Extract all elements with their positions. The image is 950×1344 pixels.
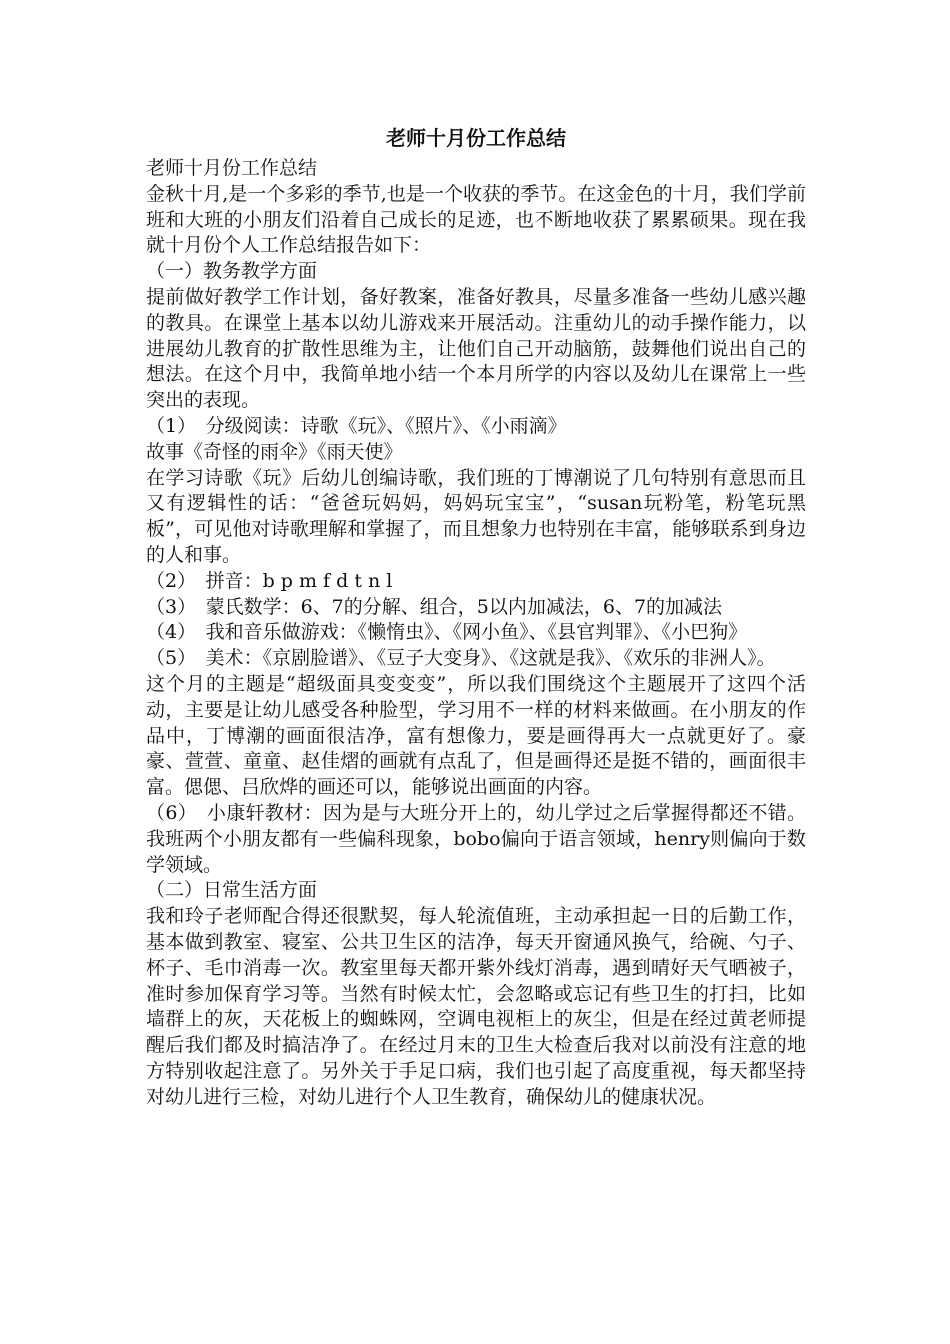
section-heading-teaching: （一）教务教学方面 xyxy=(146,260,318,283)
paragraph-daily-life: 我和玲子老师配合得还很默契，每人轮流值班，主动承担起一日的后勤工作，基本做到教室、寝室、公共卫生区的洁净，每天开窗通风换气，给碗、勺子、杯子、毛巾消毒一次。教室里每天都开紫外线灯消毒，遇到晴好天气晒被子，准时参加保育学习等。当然有时候太忙，会忽略或忘记有些卫生的打扫，比如墙群上的灰，天花板上的蜘蛛网，空调电视柜上的灰尘，但是在经过黄老师提醒后我们都及时搞洁净了。在经过月末的卫生大检查后我对以前没有注意的地方特别收起注意了。另外关于手足口病，我们也引起了高度重视，每天都坚持对幼儿进行三检，对幼儿进行个人卫生教育，确保幼儿的健康状况。 xyxy=(146,905,806,1108)
paragraph-intro: 金秋十月,是一个多彩的季节,也是一个收获的季节。在这金色的十月，我们学前班和大班的小朋友们沿着自己成长的足迹，也不断地收获了累累硕果。现在我就十月份个人工作总结报告如下： xyxy=(146,182,806,257)
list-item-textbook: （6） 小康轩教材：因为是与大班分开上的，幼儿学过之后掌握得都还不错。我班两个小朋友都有一些偏科现象，bobo偏向于语言领域，henry则偏向于数学领域。 xyxy=(146,801,806,876)
paragraph-subtitle: 老师十月份工作总结 xyxy=(146,157,318,179)
list-item-music: （4） 我和音乐做游戏：《懒惰虫》、《网小鱼》、《县官判罪》、《小巴狗》 xyxy=(146,621,748,644)
document-body xyxy=(146,156,806,1110)
list-item-math: （3） 蒙氏数学：6、7的分解、组合，5以内加减法，6、7的加减法 xyxy=(146,595,723,618)
list-item-reading: （1） 分级阅读：诗歌《玩》、《照片》、《小雨滴》 xyxy=(146,414,567,437)
document-page xyxy=(146,120,806,1110)
list-item-art: （5） 美术：《京剧脸谱》、《豆子大变身》、《这就是我》、《欢乐的非洲人》。 xyxy=(146,647,776,670)
paragraph-poem: 在学习诗歌《玩》后幼儿创编诗歌，我们班的丁博潮说了几句特别有意思而且又有逻辑性的话：“爸爸玩妈妈，妈妈玩宝宝”，“susan玩粉笔，粉笔玩黑板”，可见他对诗歌理解和掌握了，而且想象力也特别在丰富，能够联系到身边的人和事。 xyxy=(146,466,806,566)
list-item-stories: 故事《奇怪的雨伞》《雨天使》 xyxy=(146,440,403,463)
section-heading-daily-life: （二）日常生活方面 xyxy=(146,879,318,902)
document-title: 老师十月份工作总结 xyxy=(386,126,566,150)
paragraph-teaching: 提前做好教学工作计划，备好教案，准备好教具，尽量多准备一些幼儿感兴趣的教具。在课堂上基本以幼儿游戏来开展活动。注重幼儿的动手操作能力，以进展幼儿教育的扩散性思维为主，让他们自己开动脑筋，鼓舞他们说出自己的想法。在这个月中，我简单地小结一个本月所学的内容以及幼儿在课常上一些突出的表现。 xyxy=(146,285,806,412)
paragraph-theme: 这个月的主题是“超级面具变变变”，所以我们围绕这个主题展开了这四个活动，主要是让幼儿感受各种脸型，学习用不一样的材料来做画。在小朋友的作品中，丁博潮的画面很洁净，富有想像力，要是画得再大一点就更好了。豪豪、萱萱、童童、赵佳熠的画就有点乱了，但是画得还是挺不错的，画面很丰富。偲偲、吕欣烨的画还可以，能够说出画面的内容。 xyxy=(146,672,806,799)
list-item-pinyin: （2） 拼音：b p m f d t n l xyxy=(146,569,393,592)
